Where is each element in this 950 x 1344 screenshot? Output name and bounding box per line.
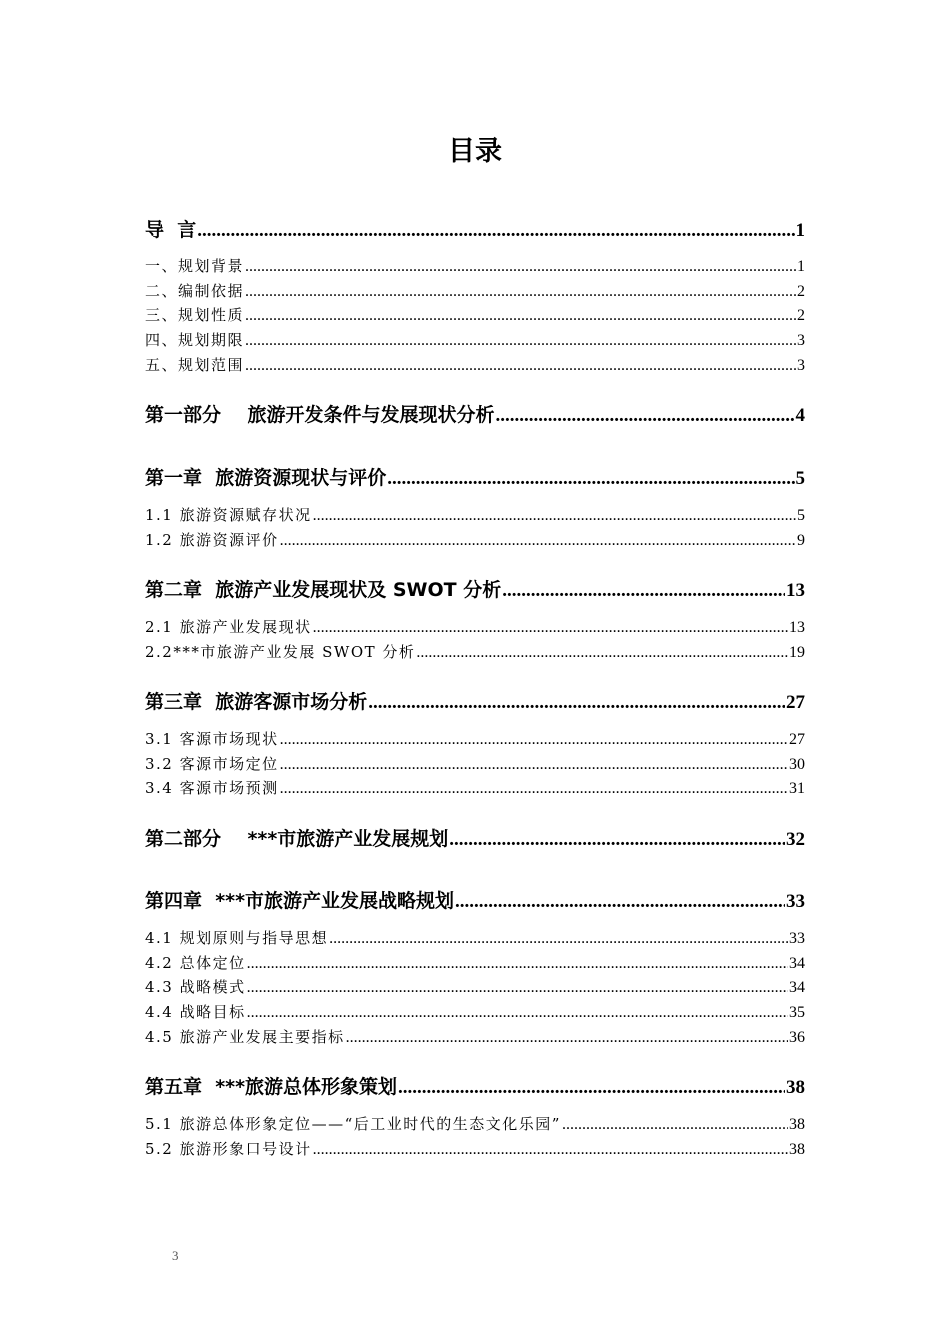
toc-entry-label: 4.3 战略模式 <box>145 978 246 996</box>
toc-entry-label: 2.2***市旅游产业发展 SWOT 分析 <box>145 643 416 661</box>
toc-entry-label: 5.1 旅游总体形象定位——“后工业时代的生态文化乐园” <box>145 1115 561 1133</box>
dot-leader <box>247 977 788 999</box>
toc-entry-label: 3.2 客源市场定位 <box>145 755 279 773</box>
toc-page-number: 27 <box>786 692 805 713</box>
toc-page-number: 2 <box>797 307 805 324</box>
toc-entry-chapter[interactable] <box>145 464 805 492</box>
toc-page-number: 33 <box>789 930 805 947</box>
toc-page-number: 30 <box>789 756 805 773</box>
toc-entry-label: 一、规划背景 <box>145 257 245 275</box>
toc-page-number: 5 <box>795 468 805 489</box>
toc-entry[interactable] <box>145 753 805 775</box>
toc-entry[interactable] <box>145 728 805 750</box>
toc-entry[interactable] <box>145 927 805 949</box>
toc-entry-label: 二、编制依据 <box>145 282 245 300</box>
toc-entry-chapter[interactable] <box>145 1073 805 1101</box>
dot-leader <box>247 1002 788 1024</box>
toc-page-number: 3 <box>797 357 805 374</box>
toc-page-number: 36 <box>789 1029 805 1046</box>
toc-page-number: 4 <box>795 405 805 426</box>
toc-entry[interactable] <box>145 616 805 638</box>
toc-page-number: 32 <box>786 829 805 850</box>
dot-leader <box>449 826 785 854</box>
toc-entry[interactable] <box>145 1138 805 1160</box>
toc-entry-label: 第三章 旅游客源市场分析 <box>145 691 368 713</box>
dot-leader <box>398 1074 785 1102</box>
toc-entry[interactable] <box>145 1026 805 1048</box>
toc-entry-chapter[interactable] <box>145 576 805 604</box>
toc-entry-label: 第一部分 旅游开发条件与发展现状分析 <box>145 404 495 426</box>
toc-entry-intro[interactable] <box>145 216 805 244</box>
toc-entry-label: 五、规划范围 <box>145 356 245 374</box>
toc-page-number: 38 <box>789 1116 805 1133</box>
dot-leader <box>245 330 796 352</box>
dot-leader <box>313 1139 788 1161</box>
toc-page-number: 9 <box>797 532 805 549</box>
dot-leader <box>416 642 788 664</box>
toc-entry-label: 3.1 客源市场现状 <box>145 730 279 748</box>
toc-page-number: 1 <box>797 258 805 275</box>
toc-entry-label: 三、规划性质 <box>145 306 245 324</box>
toc-entry-label: 导 言 <box>145 219 197 241</box>
footer-page-number: 3 <box>172 1248 179 1263</box>
dot-leader <box>368 689 785 717</box>
toc-entry[interactable] <box>145 304 805 326</box>
toc-entry[interactable] <box>145 641 805 663</box>
toc-page-number: 38 <box>786 1077 805 1098</box>
dot-leader <box>245 281 796 303</box>
toc-entry-part[interactable] <box>145 825 805 853</box>
toc-entry-part[interactable] <box>145 401 805 429</box>
page-title: 目录 <box>448 136 502 167</box>
dot-leader <box>502 577 785 605</box>
dot-leader <box>247 953 788 975</box>
toc-entry-label: 4.2 总体定位 <box>145 954 246 972</box>
toc-page-number: 19 <box>789 644 805 661</box>
toc-entry[interactable] <box>145 354 805 376</box>
toc-entry-label: 2.1 旅游产业发展现状 <box>145 618 312 636</box>
toc-page-number: 2 <box>797 283 805 300</box>
dot-leader <box>329 928 788 950</box>
toc-entry-label: 第四章 ***市旅游产业发展战略规划 <box>145 890 455 912</box>
dot-leader <box>245 355 796 377</box>
dot-leader <box>455 888 785 916</box>
toc-page-number: 5 <box>797 507 805 524</box>
dot-leader <box>245 256 796 278</box>
toc-entry[interactable] <box>145 976 805 998</box>
dot-leader <box>495 402 794 430</box>
toc-entry-label: 5.2 旅游形象口号设计 <box>145 1140 312 1158</box>
toc-entry-label: 第二部分 ***市旅游产业发展规划 <box>145 828 449 850</box>
toc-page-number: 33 <box>786 891 805 912</box>
toc-entry[interactable] <box>145 504 805 526</box>
toc-page-number: 3 <box>797 332 805 349</box>
toc-entry-label: 4.4 战略目标 <box>145 1003 246 1021</box>
toc-page-number: 31 <box>789 780 805 797</box>
toc-entry[interactable] <box>145 329 805 351</box>
toc-entry-chapter[interactable] <box>145 688 805 716</box>
toc-entry-label: 四、规划期限 <box>145 331 245 349</box>
dot-leader <box>313 505 796 527</box>
toc-entry[interactable] <box>145 1113 805 1135</box>
dot-leader <box>197 217 794 245</box>
toc-page-number: 13 <box>789 619 805 636</box>
toc-entry[interactable] <box>145 1001 805 1023</box>
dot-leader <box>280 754 788 776</box>
toc-entry-label: 4.1 规划原则与指导思想 <box>145 929 329 947</box>
toc-entry[interactable] <box>145 777 805 799</box>
dot-leader <box>245 305 796 327</box>
toc-entry[interactable] <box>145 952 805 974</box>
toc-page-number: 1 <box>795 220 805 241</box>
toc-page-number: 34 <box>789 955 805 972</box>
dot-leader <box>387 465 794 493</box>
toc-page-number: 38 <box>789 1141 805 1158</box>
dot-leader <box>280 778 788 800</box>
toc-entry-label: 3.4 客源市场预测 <box>145 779 279 797</box>
dot-leader <box>313 617 788 639</box>
toc-entry[interactable] <box>145 255 805 277</box>
toc-entry[interactable] <box>145 280 805 302</box>
toc-entry-label: 第一章 旅游资源现状与评价 <box>145 467 387 489</box>
dot-leader <box>346 1027 788 1049</box>
toc-entry-label: 第五章 ***旅游总体形象策划 <box>145 1076 398 1098</box>
dot-leader <box>280 729 788 751</box>
toc-page-number: 34 <box>789 979 805 996</box>
toc-page-number: 13 <box>786 580 805 601</box>
toc-entry-label: 第二章 旅游产业发展现状及 SWOT 分析 <box>145 579 502 601</box>
toc-entry[interactable] <box>145 529 805 551</box>
toc-entry-label: 1.1 旅游资源赋存状况 <box>145 506 312 524</box>
toc-entry-chapter[interactable] <box>145 887 805 915</box>
dot-leader <box>280 530 796 552</box>
toc-page-number: 27 <box>789 731 805 748</box>
toc-page-number: 35 <box>789 1004 805 1021</box>
toc-entry-label: 1.2 旅游资源评价 <box>145 531 279 549</box>
dot-leader <box>562 1114 788 1136</box>
toc-entry-label: 4.5 旅游产业发展主要指标 <box>145 1028 345 1046</box>
